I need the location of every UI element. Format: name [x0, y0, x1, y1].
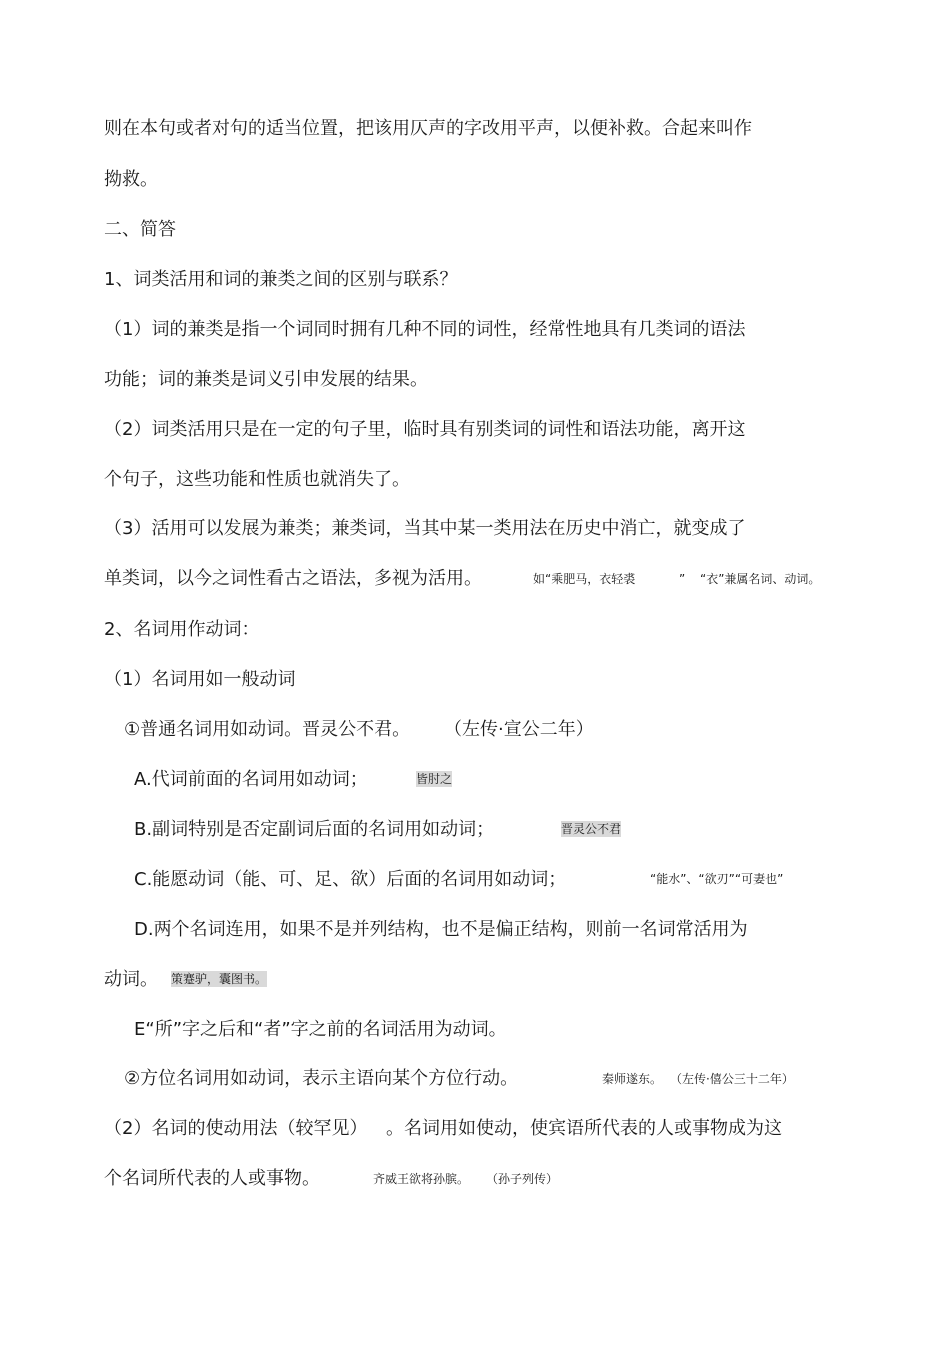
example-note: 齐威王欲将孙膑。 — [373, 1172, 470, 1186]
example-note: 皆肘之 — [416, 772, 453, 786]
question-heading: 2、名词用作动词： — [104, 619, 260, 640]
subsection-heading: （2）名词的使动用法（较罕见） — [104, 1118, 368, 1139]
question-heading: 1、词类活用和词的兼类之间的区别与联系？ — [104, 269, 458, 290]
text-line: B.副词特别是否定副词后面的名词用如动词； — [134, 819, 495, 840]
example-note: “能水”、“欲刃”“可妻也” — [650, 872, 784, 886]
subsection-heading: （1）名词用如一般动词 — [104, 669, 296, 690]
text-line: 个句子，这些功能和性质也就消失了。 — [104, 469, 410, 490]
text-line: 个名词所代表的人或事物。 — [104, 1168, 320, 1189]
text-line: ①普通名词用如动词。晋灵公不君。 — [124, 719, 411, 740]
text-line: ②方位名词用如动词，表示主语向某个方位行动。 — [124, 1068, 519, 1089]
text-line: C.能愿动词（能、可、足、欲）后面的名词用如动词； — [134, 869, 567, 890]
example-note: 如“乘肥马，衣轻裘 — [533, 572, 636, 586]
example-note: ” — [679, 572, 686, 586]
text-line: 单类词，以今之词性看古之语法，多视为活用。 — [104, 568, 482, 589]
text-line: 动词。 — [104, 969, 158, 990]
text-line: 则在本句或者对句的适当位置，把该用仄声的字改用平声，以便补救。合起来叫作 — [104, 118, 752, 139]
text-line: （1）词的兼类是指一个词同时拥有几种不同的词性，经常性地具有几类词的语法 — [104, 319, 746, 340]
text-line: （2）词类活用只是在一定的句子里，临时具有别类词的词性和语法功能，离开这 — [104, 419, 746, 440]
text-line: （3）活用可以发展为兼类；兼类词，当其中某一类用法在历史中消亡，就变成了 — [104, 518, 746, 539]
text-line: 功能；词的兼类是词义引申发展的结果。 — [104, 369, 428, 390]
text-line: 。名词用如使动，使宾语所代表的人或事物成为这 — [386, 1118, 782, 1139]
section-heading: 二、简答 — [104, 219, 176, 240]
citation: （左传·僖公三十二年） — [670, 1072, 794, 1086]
example-note: 策蹇驴，囊图书。 — [171, 972, 268, 986]
text-line: 拗救。 — [104, 169, 158, 190]
text-line: A.代词前面的名词用如动词； — [134, 769, 368, 790]
example-note: 晋灵公不君 — [561, 822, 622, 836]
example-note: 秦师遂东。 — [602, 1072, 663, 1086]
text-line: D.两个名词连用，如果不是并列结构，也不是偏正结构，则前一名词常活用为 — [134, 919, 748, 940]
citation: （左传·宣公二年） — [444, 719, 594, 740]
citation: （孙子列传） — [486, 1172, 559, 1186]
example-note: “衣”兼属名词、动词。 — [700, 572, 821, 586]
text-line: E“所”字之后和“者”字之前的名词活用为动词。 — [134, 1019, 507, 1040]
